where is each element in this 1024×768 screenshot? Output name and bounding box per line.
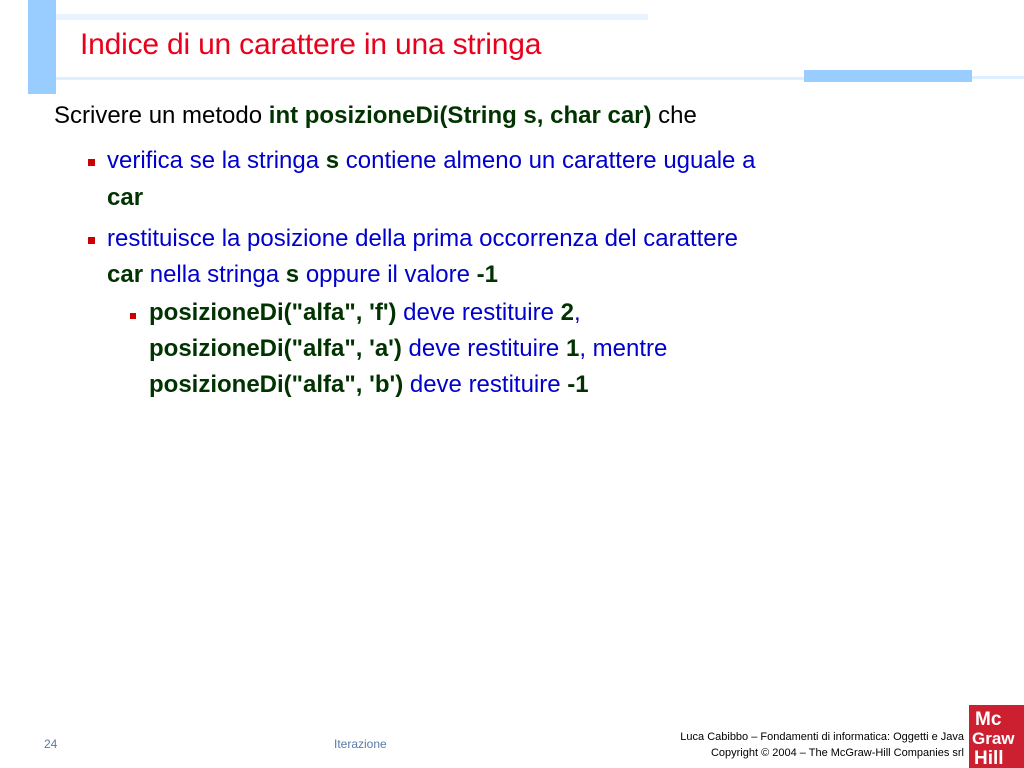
- example-1: [149, 294, 581, 331]
- example-2-tail: , mentre: [579, 335, 668, 362]
- intro-prefix: Scrivere un metodo: [54, 102, 269, 129]
- footer-author-line: Luca Cabibbo – Fondamenti di informatica: Oggetti e Java: [680, 731, 964, 743]
- bullet-1-bold-s: s: [325, 147, 340, 174]
- footer-section: Iterazione: [334, 737, 387, 751]
- bullet-marker: [88, 159, 95, 166]
- bullet-2-line-1: restituisce la posizione della prima occorrenza del carattere: [107, 225, 738, 252]
- slide-title: Indice di un carattere in una stringa: [80, 28, 542, 61]
- intro-suffix: che: [651, 102, 697, 129]
- example-2-text: deve restituire: [401, 335, 566, 362]
- bullet-2-line-2: [107, 256, 498, 293]
- bullet-1-bold-car: car: [107, 184, 144, 211]
- bullet-1-text-b: contiene almeno un carattere uguale a: [339, 147, 756, 174]
- bullet-2-bold-s: s: [285, 261, 300, 288]
- accent-top-line: [56, 14, 648, 20]
- bullet-2-bold-car: car: [107, 261, 144, 288]
- example-3-value: -1: [567, 371, 589, 398]
- logo-text-graw: Graw: [972, 729, 1015, 748]
- accent-title-underline: [56, 77, 804, 80]
- example-2: [149, 330, 667, 367]
- method-signature: int posizioneDi(String s, char car): [268, 102, 652, 129]
- sub-bullet-marker: [130, 313, 136, 319]
- example-3-call: posizioneDi("alfa", 'b'): [149, 371, 404, 398]
- accent-vertical-bar: [28, 0, 56, 94]
- footer-credits: [680, 729, 964, 761]
- intro-text: [54, 102, 697, 130]
- mcgraw-hill-logo: [969, 705, 1024, 768]
- logo-text-mc: Mc: [975, 709, 1002, 730]
- logo-text-hill: Hill: [974, 748, 1004, 768]
- accent-right-line: [972, 76, 1024, 79]
- bullet-marker: [88, 237, 95, 244]
- footer-copyright-line: Copyright © 2004 – The McGraw-Hill Companies srl: [710, 747, 964, 759]
- bullet-1-line-1: [107, 142, 755, 179]
- bullet-2-text-b: oppure il valore: [299, 261, 477, 288]
- example-1-call: posizioneDi("alfa", 'f'): [149, 299, 397, 326]
- bullet-2-bold-minus-one: -1: [476, 261, 498, 288]
- example-3-text: deve restituire: [403, 371, 568, 398]
- page-number: 24: [44, 737, 58, 751]
- example-1-text: deve restituire: [396, 299, 561, 326]
- logo-graphic: [969, 705, 1024, 768]
- example-1-value: 2: [560, 299, 574, 326]
- accent-right-bar: [804, 70, 972, 82]
- bullet-1-text-a: verifica se la stringa: [107, 147, 326, 174]
- example-2-value: 1: [565, 335, 580, 362]
- example-3: [149, 366, 589, 403]
- bullet-2-text-a: nella stringa: [143, 261, 286, 288]
- example-1-tail: ,: [573, 299, 581, 326]
- example-2-call: posizioneDi("alfa", 'a'): [149, 335, 402, 362]
- bullet-1-line-2: [107, 179, 143, 216]
